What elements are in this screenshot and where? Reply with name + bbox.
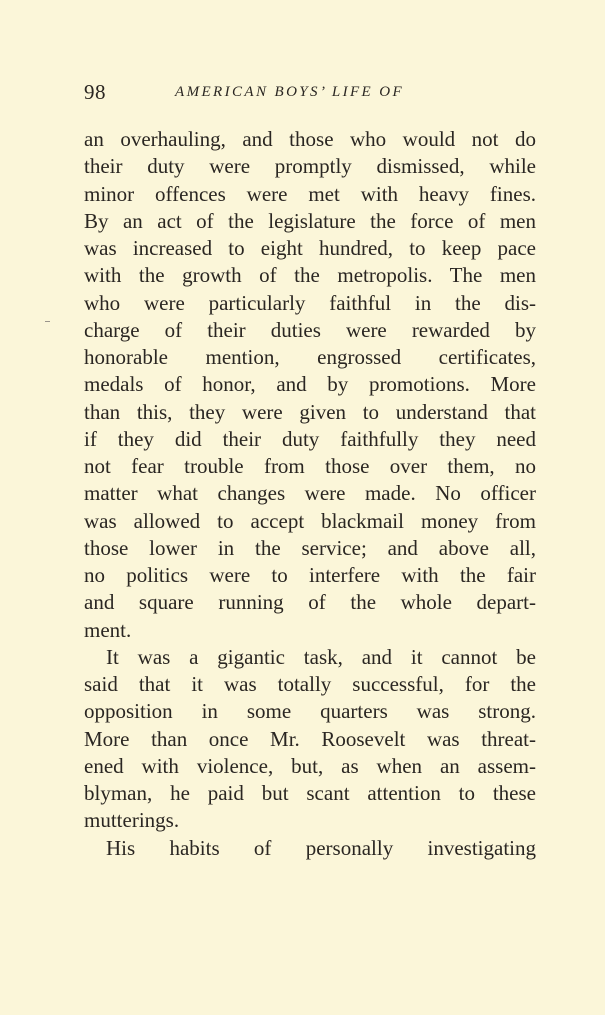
page-header	[84, 80, 534, 110]
text-line: if they did their duty faithfully they need	[84, 426, 536, 451]
text-line: honorable mention, engrossed certificates,	[84, 345, 536, 369]
text-line: opposition in some quarters was strong.	[84, 699, 536, 724]
text-line: their duty were promptly dismissed, while	[84, 154, 536, 179]
text-line: His habits of personally investigating	[106, 835, 536, 860]
text-line: It was a gigantic task, and it cannot be	[106, 644, 536, 669]
text-line: those lower in the service; and above all,	[84, 535, 536, 560]
text-line: no politics were to interfere with the fair	[84, 563, 536, 587]
text-line: charge of their duties were rewarded by	[84, 317, 536, 342]
text-line: ment.	[84, 617, 132, 642]
text-line: minor offences were met with heavy fines.	[84, 181, 536, 206]
text-line: blyman, he paid but scant attention to these	[84, 781, 536, 805]
text-line: ened with violence, but, as when an assem-	[84, 753, 536, 778]
margin-mark	[45, 321, 50, 322]
text-line: with the growth of the metropolis. The men	[84, 263, 536, 288]
text-line: medals of honor, and by promotions. More	[84, 372, 536, 397]
text-line: not fear trouble from those over them, no	[84, 454, 536, 478]
body-text	[84, 126, 536, 862]
text-line: said that it was totally successful, for the	[84, 672, 536, 696]
text-line: matter what changes were made. No officer	[84, 481, 536, 506]
text-line: mutterings.	[84, 808, 180, 833]
text-line: an overhauling, and those who would not do	[84, 127, 536, 151]
text-line: who were particularly faithful in the dis-	[84, 290, 536, 315]
text-line: than this, they were given to understand that	[84, 399, 536, 424]
text-line: By an act of the legislature the force of men	[84, 208, 536, 233]
text-line: More than once Mr. Roosevelt was threat-	[84, 726, 536, 751]
text-line: was allowed to accept blackmail money from	[84, 508, 536, 533]
page-number: 98	[84, 80, 106, 104]
text-line: was increased to eight hundred, to keep pace	[84, 236, 536, 260]
text-line: and square running of the whole depart-	[84, 590, 536, 615]
running-head: AMERICAN BOYS’ LIFE OF	[175, 84, 405, 100]
